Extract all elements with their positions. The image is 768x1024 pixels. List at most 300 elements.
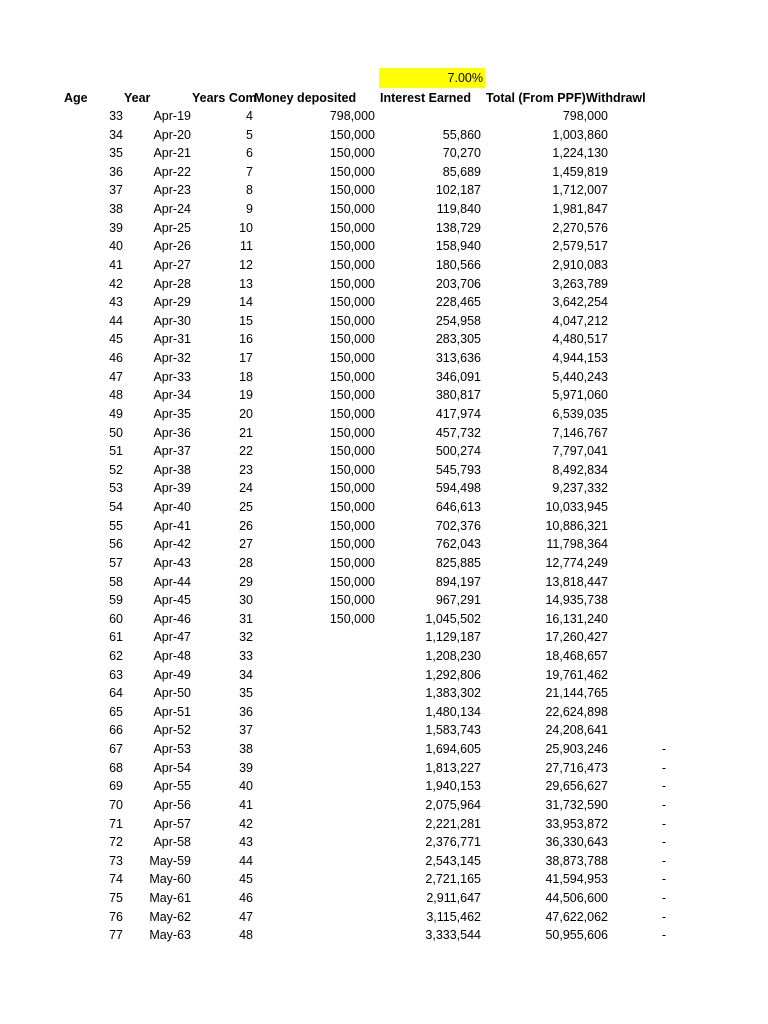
interest-earned-cell[interactable]: 1,694,605 xyxy=(425,742,481,757)
withdrawl-cell[interactable]: - xyxy=(661,742,666,757)
year-cell[interactable]: Apr-41 xyxy=(153,518,191,533)
money-deposited-cell[interactable]: 150,000 xyxy=(329,537,375,552)
interest-earned-cell[interactable]: 138,729 xyxy=(435,220,481,235)
interest-earned-cell[interactable]: 254,958 xyxy=(435,313,481,328)
interest-earned-cell[interactable]: 594,498 xyxy=(435,481,481,496)
year-cell[interactable]: Apr-51 xyxy=(153,704,191,719)
years-completed-cell[interactable]: 19 xyxy=(239,388,253,403)
year-cell[interactable]: May-62 xyxy=(149,909,191,924)
money-deposited-cell[interactable]: 150,000 xyxy=(329,146,375,161)
interest-earned-cell[interactable]: 3,115,462 xyxy=(426,909,481,924)
age-cell[interactable]: 61 xyxy=(109,630,123,645)
years-completed-cell[interactable]: 10 xyxy=(239,220,253,235)
year-cell[interactable]: Apr-24 xyxy=(153,202,191,217)
years-completed-cell[interactable]: 39 xyxy=(239,760,253,775)
interest-earned-cell[interactable]: 158,940 xyxy=(435,239,481,254)
age-cell[interactable]: 69 xyxy=(109,779,123,794)
money-deposited-cell[interactable] xyxy=(253,628,375,647)
interest-earned-cell[interactable]: 500,274 xyxy=(435,444,481,459)
year-cell[interactable]: May-59 xyxy=(149,853,191,868)
year-cell[interactable]: Apr-49 xyxy=(153,667,191,682)
year-cell[interactable]: Apr-39 xyxy=(153,481,191,496)
total-cell[interactable]: 22,624,898 xyxy=(545,704,608,719)
interest-earned-cell[interactable]: 457,732 xyxy=(435,425,481,440)
money-deposited-cell[interactable] xyxy=(253,926,375,945)
year-cell[interactable]: Apr-40 xyxy=(153,500,191,515)
years-completed-cell[interactable]: 9 xyxy=(246,202,253,217)
total-cell[interactable]: 18,468,657 xyxy=(545,648,608,663)
interest-earned-cell[interactable]: 380,817 xyxy=(435,388,481,403)
age-cell[interactable]: 59 xyxy=(109,593,123,608)
interest-rate-cell[interactable] xyxy=(379,68,485,88)
interest-earned-cell[interactable] xyxy=(375,107,481,126)
total-cell[interactable]: 27,716,473 xyxy=(545,760,608,775)
age-cell[interactable]: 41 xyxy=(109,257,123,272)
money-deposited-cell[interactable] xyxy=(253,684,375,703)
year-cell[interactable]: Apr-57 xyxy=(153,816,191,831)
age-cell[interactable]: 49 xyxy=(109,406,123,421)
money-deposited-cell[interactable] xyxy=(253,647,375,666)
total-cell[interactable]: 33,953,872 xyxy=(545,816,608,831)
years-completed-cell[interactable]: 20 xyxy=(239,406,253,421)
year-cell[interactable]: Apr-52 xyxy=(153,723,191,738)
total-cell[interactable]: 10,886,321 xyxy=(545,518,608,533)
year-cell[interactable]: Apr-35 xyxy=(153,406,191,421)
year-cell[interactable]: Apr-45 xyxy=(153,593,191,608)
money-deposited-cell[interactable] xyxy=(253,908,375,927)
age-cell[interactable]: 57 xyxy=(109,555,123,570)
withdrawl-cell[interactable]: - xyxy=(661,835,666,850)
years-completed-cell[interactable]: 21 xyxy=(239,425,253,440)
age-cell[interactable]: 36 xyxy=(109,164,123,179)
money-deposited-cell[interactable]: 150,000 xyxy=(329,388,375,403)
withdrawl-cell[interactable] xyxy=(608,275,666,294)
money-deposited-cell[interactable] xyxy=(253,666,375,685)
year-cell[interactable]: Apr-25 xyxy=(153,220,191,235)
age-cell[interactable]: 39 xyxy=(109,220,123,235)
total-cell[interactable]: 41,594,953 xyxy=(545,872,608,887)
withdrawl-cell[interactable] xyxy=(608,703,666,722)
interest-earned-cell[interactable]: 545,793 xyxy=(435,462,481,477)
withdrawl-cell[interactable] xyxy=(608,293,666,312)
years-completed-cell[interactable]: 17 xyxy=(239,351,253,366)
withdrawl-cell[interactable]: - xyxy=(661,909,666,924)
money-deposited-cell[interactable]: 150,000 xyxy=(329,239,375,254)
age-cell[interactable]: 54 xyxy=(109,500,123,515)
age-cell[interactable]: 56 xyxy=(109,537,123,552)
total-cell[interactable]: 1,003,860 xyxy=(552,127,608,142)
interest-earned-cell[interactable]: 2,911,647 xyxy=(426,891,481,906)
age-cell[interactable]: 43 xyxy=(109,295,123,310)
withdrawl-cell[interactable] xyxy=(608,666,666,685)
interest-earned-cell[interactable]: 313,636 xyxy=(435,351,481,366)
years-completed-cell[interactable]: 23 xyxy=(239,462,253,477)
money-deposited-cell[interactable] xyxy=(253,721,375,740)
interest-earned-cell[interactable]: 102,187 xyxy=(435,183,481,198)
age-cell[interactable]: 55 xyxy=(109,518,123,533)
total-cell[interactable]: 5,440,243 xyxy=(552,369,608,384)
years-completed-cell[interactable]: 6 xyxy=(246,146,253,161)
withdrawl-cell[interactable]: - xyxy=(661,872,666,887)
withdrawl-cell[interactable] xyxy=(608,405,666,424)
year-cell[interactable]: Apr-20 xyxy=(153,127,191,142)
years-completed-cell[interactable]: 12 xyxy=(239,257,253,272)
age-cell[interactable]: 38 xyxy=(109,202,123,217)
year-cell[interactable]: Apr-54 xyxy=(153,760,191,775)
total-cell[interactable]: 19,761,462 xyxy=(545,667,608,682)
total-cell[interactable]: 47,622,062 xyxy=(545,909,608,924)
withdrawl-cell[interactable]: - xyxy=(661,779,666,794)
total-cell[interactable]: 4,944,153 xyxy=(552,351,608,366)
age-cell[interactable]: 63 xyxy=(109,667,123,682)
money-deposited-cell[interactable] xyxy=(253,889,375,908)
interest-earned-cell[interactable]: 1,813,227 xyxy=(425,760,481,775)
age-cell[interactable]: 72 xyxy=(109,835,123,850)
money-deposited-cell[interactable] xyxy=(253,796,375,815)
money-deposited-cell[interactable]: 150,000 xyxy=(329,574,375,589)
money-deposited-cell[interactable]: 150,000 xyxy=(329,593,375,608)
year-cell[interactable]: Apr-47 xyxy=(153,630,191,645)
withdrawl-cell[interactable] xyxy=(608,479,666,498)
money-deposited-cell[interactable] xyxy=(253,815,375,834)
money-deposited-cell[interactable]: 150,000 xyxy=(329,425,375,440)
total-cell[interactable]: 36,330,643 xyxy=(545,835,608,850)
year-cell[interactable]: Apr-48 xyxy=(153,648,191,663)
total-cell[interactable]: 44,506,600 xyxy=(545,891,608,906)
years-completed-cell[interactable]: 44 xyxy=(239,853,253,868)
interest-earned-cell[interactable]: 2,221,281 xyxy=(425,816,481,831)
total-cell[interactable]: 2,910,083 xyxy=(552,257,608,272)
years-completed-cell[interactable]: 24 xyxy=(239,481,253,496)
total-cell[interactable]: 4,480,517 xyxy=(552,332,608,347)
money-deposited-cell[interactable] xyxy=(253,759,375,778)
money-deposited-cell[interactable] xyxy=(253,740,375,759)
year-cell[interactable]: Apr-28 xyxy=(153,276,191,291)
years-completed-cell[interactable]: 36 xyxy=(239,704,253,719)
withdrawl-cell[interactable] xyxy=(608,610,666,629)
years-completed-cell[interactable]: 42 xyxy=(239,816,253,831)
money-deposited-cell[interactable]: 150,000 xyxy=(329,462,375,477)
age-cell[interactable]: 66 xyxy=(109,723,123,738)
age-cell[interactable]: 74 xyxy=(109,872,123,887)
age-cell[interactable]: 51 xyxy=(109,444,123,459)
years-completed-cell[interactable]: 13 xyxy=(239,276,253,291)
age-cell[interactable]: 37 xyxy=(109,183,123,198)
money-deposited-cell[interactable]: 150,000 xyxy=(329,220,375,235)
years-completed-cell[interactable]: 11 xyxy=(240,239,253,254)
years-completed-cell[interactable]: 38 xyxy=(239,742,253,757)
money-deposited-cell[interactable]: 150,000 xyxy=(329,313,375,328)
withdrawl-cell[interactable] xyxy=(608,163,666,182)
total-cell[interactable]: 7,797,041 xyxy=(552,444,608,459)
age-cell[interactable]: 35 xyxy=(109,146,123,161)
interest-earned-cell[interactable]: 2,376,771 xyxy=(425,835,481,850)
total-cell[interactable]: 3,263,789 xyxy=(552,276,608,291)
year-cell[interactable]: May-61 xyxy=(149,891,191,906)
withdrawl-cell[interactable]: - xyxy=(661,760,666,775)
total-cell[interactable]: 16,131,240 xyxy=(545,611,608,626)
age-cell[interactable]: 53 xyxy=(109,481,123,496)
interest-earned-cell[interactable]: 825,885 xyxy=(435,555,481,570)
withdrawl-cell[interactable] xyxy=(608,721,666,740)
age-cell[interactable]: 34 xyxy=(109,127,123,142)
interest-earned-cell[interactable]: 228,465 xyxy=(435,295,481,310)
withdrawl-cell[interactable] xyxy=(608,219,666,238)
interest-earned-cell[interactable]: 2,075,964 xyxy=(425,797,481,812)
year-cell[interactable]: Apr-27 xyxy=(153,257,191,272)
withdrawl-cell[interactable]: - xyxy=(661,891,666,906)
interest-earned-cell[interactable]: 346,091 xyxy=(435,369,481,384)
age-cell[interactable]: 47 xyxy=(109,369,123,384)
total-cell[interactable]: 31,732,590 xyxy=(545,797,608,812)
withdrawl-cell[interactable]: - xyxy=(661,797,666,812)
money-deposited-cell[interactable]: 150,000 xyxy=(329,183,375,198)
years-completed-cell[interactable]: 4 xyxy=(246,109,253,123)
year-cell[interactable]: Apr-42 xyxy=(153,537,191,552)
money-deposited-cell[interactable] xyxy=(253,703,375,722)
year-cell[interactable]: Apr-58 xyxy=(153,835,191,850)
years-completed-cell[interactable]: 32 xyxy=(239,630,253,645)
total-cell[interactable]: 8,492,834 xyxy=(552,462,608,477)
total-cell[interactable]: 2,579,517 xyxy=(552,239,608,254)
age-cell[interactable]: 67 xyxy=(109,742,123,757)
money-deposited-cell[interactable]: 150,000 xyxy=(329,164,375,179)
withdrawl-cell[interactable] xyxy=(608,498,666,517)
total-cell[interactable]: 21,144,765 xyxy=(545,686,608,701)
year-cell[interactable]: Apr-37 xyxy=(153,444,191,459)
interest-earned-cell[interactable]: 85,689 xyxy=(442,164,481,179)
money-deposited-cell[interactable]: 150,000 xyxy=(329,295,375,310)
years-completed-cell[interactable]: 8 xyxy=(246,183,253,198)
year-cell[interactable]: Apr-19 xyxy=(153,109,191,123)
year-cell[interactable]: Apr-34 xyxy=(153,388,191,403)
interest-earned-cell[interactable]: 119,840 xyxy=(436,202,481,217)
total-cell[interactable]: 29,656,627 xyxy=(545,779,608,794)
money-deposited-cell[interactable]: 150,000 xyxy=(329,257,375,272)
years-completed-cell[interactable]: 25 xyxy=(239,500,253,515)
withdrawl-cell[interactable] xyxy=(608,461,666,480)
years-completed-cell[interactable]: 18 xyxy=(239,369,253,384)
year-cell[interactable]: Apr-56 xyxy=(153,797,191,812)
withdrawl-cell[interactable] xyxy=(608,107,666,126)
years-completed-cell[interactable]: 46 xyxy=(239,891,253,906)
year-cell[interactable]: Apr-29 xyxy=(153,295,191,310)
age-cell[interactable]: 33 xyxy=(109,109,123,123)
age-cell[interactable]: 46 xyxy=(109,351,123,366)
years-completed-cell[interactable]: 43 xyxy=(239,835,253,850)
year-cell[interactable]: Apr-44 xyxy=(153,574,191,589)
total-cell[interactable]: 10,033,945 xyxy=(545,500,608,515)
total-cell[interactable]: 2,270,576 xyxy=(552,220,608,235)
interest-earned-cell[interactable]: 283,305 xyxy=(435,332,481,347)
age-cell[interactable]: 64 xyxy=(109,686,123,701)
year-cell[interactable]: Apr-26 xyxy=(153,239,191,254)
withdrawl-cell[interactable] xyxy=(608,517,666,536)
withdrawl-cell[interactable] xyxy=(608,424,666,443)
total-cell[interactable]: 11,798,364 xyxy=(546,537,608,552)
withdrawl-cell[interactable] xyxy=(608,256,666,275)
money-deposited-cell[interactable]: 150,000 xyxy=(329,332,375,347)
years-completed-cell[interactable]: 30 xyxy=(239,593,253,608)
money-deposited-cell[interactable] xyxy=(253,777,375,796)
year-cell[interactable]: Apr-22 xyxy=(153,164,191,179)
withdrawl-cell[interactable] xyxy=(608,349,666,368)
age-cell[interactable]: 77 xyxy=(109,928,123,943)
total-cell[interactable]: 13,818,447 xyxy=(545,574,608,589)
money-deposited-cell[interactable]: 150,000 xyxy=(329,555,375,570)
year-cell[interactable]: Apr-31 xyxy=(153,332,191,347)
money-deposited-cell[interactable]: 150,000 xyxy=(329,127,375,142)
year-cell[interactable]: Apr-38 xyxy=(153,462,191,477)
interest-earned-cell[interactable]: 2,543,145 xyxy=(425,853,481,868)
total-cell[interactable]: 7,146,767 xyxy=(552,425,608,440)
years-completed-cell[interactable]: 22 xyxy=(239,444,253,459)
year-cell[interactable]: Apr-46 xyxy=(153,611,191,626)
interest-earned-cell[interactable]: 180,566 xyxy=(435,257,481,272)
withdrawl-cell[interactable] xyxy=(608,554,666,573)
years-completed-cell[interactable]: 35 xyxy=(239,686,253,701)
age-cell[interactable]: 52 xyxy=(109,462,123,477)
withdrawl-cell[interactable] xyxy=(608,591,666,610)
total-cell[interactable]: 6,539,035 xyxy=(552,406,608,421)
money-deposited-cell[interactable]: 150,000 xyxy=(329,406,375,421)
interest-earned-cell[interactable]: 417,974 xyxy=(435,406,481,421)
total-cell[interactable]: 1,224,130 xyxy=(552,146,608,161)
age-cell[interactable]: 60 xyxy=(109,611,123,626)
years-completed-cell[interactable]: 26 xyxy=(239,518,253,533)
money-deposited-cell[interactable]: 150,000 xyxy=(329,611,375,626)
interest-earned-cell[interactable]: 203,706 xyxy=(435,276,481,291)
years-completed-cell[interactable]: 14 xyxy=(239,295,253,310)
withdrawl-cell[interactable] xyxy=(608,573,666,592)
money-deposited-cell[interactable]: 150,000 xyxy=(329,351,375,366)
withdrawl-cell[interactable] xyxy=(608,126,666,145)
withdrawl-cell[interactable] xyxy=(608,647,666,666)
age-cell[interactable]: 50 xyxy=(109,425,123,440)
total-cell[interactable]: 17,260,427 xyxy=(545,630,608,645)
withdrawl-cell[interactable] xyxy=(608,628,666,647)
age-cell[interactable]: 62 xyxy=(109,648,123,663)
age-cell[interactable]: 75 xyxy=(109,891,123,906)
age-cell[interactable]: 70 xyxy=(109,797,123,812)
age-cell[interactable]: 44 xyxy=(109,313,123,328)
years-completed-cell[interactable]: 15 xyxy=(239,313,253,328)
years-completed-cell[interactable]: 5 xyxy=(246,127,253,142)
years-completed-cell[interactable]: 33 xyxy=(239,648,253,663)
withdrawl-cell[interactable] xyxy=(608,181,666,200)
interest-earned-cell[interactable]: 70,270 xyxy=(442,146,481,161)
interest-earned-cell[interactable]: 1,480,134 xyxy=(425,704,481,719)
money-deposited-cell[interactable]: 798,000 xyxy=(329,109,375,123)
year-cell[interactable]: Apr-30 xyxy=(153,313,191,328)
age-cell[interactable]: 71 xyxy=(109,816,123,831)
interest-earned-cell[interactable]: 2,721,165 xyxy=(425,872,481,887)
withdrawl-cell[interactable]: - xyxy=(661,816,666,831)
total-cell[interactable]: 25,903,246 xyxy=(545,742,608,757)
year-cell[interactable]: Apr-21 xyxy=(153,146,191,161)
interest-earned-cell[interactable]: 1,583,743 xyxy=(425,723,481,738)
money-deposited-cell[interactable]: 150,000 xyxy=(329,202,375,217)
withdrawl-cell[interactable] xyxy=(608,535,666,554)
money-deposited-cell[interactable] xyxy=(253,833,375,852)
money-deposited-cell[interactable]: 150,000 xyxy=(329,518,375,533)
age-cell[interactable]: 68 xyxy=(109,760,123,775)
year-cell[interactable]: Apr-43 xyxy=(153,555,191,570)
interest-earned-cell[interactable]: 1,208,230 xyxy=(425,648,481,663)
interest-earned-cell[interactable]: 3,333,544 xyxy=(425,928,481,943)
year-cell[interactable]: Apr-23 xyxy=(153,183,191,198)
total-cell[interactable]: 14,935,738 xyxy=(545,593,608,608)
withdrawl-cell[interactable] xyxy=(608,684,666,703)
interest-earned-cell[interactable]: 702,376 xyxy=(435,518,481,533)
year-cell[interactable]: May-60 xyxy=(149,872,191,887)
total-cell[interactable]: 12,774,249 xyxy=(545,555,608,570)
years-completed-cell[interactable]: 41 xyxy=(239,797,253,812)
total-cell[interactable]: 50,955,606 xyxy=(545,928,608,943)
money-deposited-cell[interactable]: 150,000 xyxy=(329,276,375,291)
total-cell[interactable]: 4,047,212 xyxy=(552,313,608,328)
money-deposited-cell[interactable]: 150,000 xyxy=(329,444,375,459)
withdrawl-cell[interactable] xyxy=(608,200,666,219)
years-completed-cell[interactable]: 28 xyxy=(239,555,253,570)
year-cell[interactable]: Apr-33 xyxy=(153,369,191,384)
money-deposited-cell[interactable]: 150,000 xyxy=(329,369,375,384)
money-deposited-cell[interactable] xyxy=(253,870,375,889)
total-cell[interactable]: 5,971,060 xyxy=(552,388,608,403)
total-cell[interactable]: 3,642,254 xyxy=(552,295,608,310)
age-cell[interactable]: 65 xyxy=(109,704,123,719)
age-cell[interactable]: 42 xyxy=(109,276,123,291)
age-cell[interactable]: 58 xyxy=(109,574,123,589)
money-deposited-cell[interactable]: 150,000 xyxy=(329,500,375,515)
total-cell[interactable]: 1,459,819 xyxy=(552,164,608,179)
age-cell[interactable]: 76 xyxy=(109,909,123,924)
withdrawl-cell[interactable] xyxy=(608,144,666,163)
year-cell[interactable]: Apr-32 xyxy=(153,351,191,366)
year-cell[interactable]: Apr-50 xyxy=(153,686,191,701)
withdrawl-cell[interactable] xyxy=(608,442,666,461)
years-completed-cell[interactable]: 29 xyxy=(239,574,253,589)
interest-earned-cell[interactable]: 894,197 xyxy=(435,574,481,589)
years-completed-cell[interactable]: 31 xyxy=(239,611,253,626)
age-cell[interactable]: 40 xyxy=(109,239,123,254)
year-cell[interactable]: Apr-36 xyxy=(153,425,191,440)
withdrawl-cell[interactable] xyxy=(608,237,666,256)
years-completed-cell[interactable]: 40 xyxy=(239,779,253,794)
interest-earned-cell[interactable]: 967,291 xyxy=(435,593,481,608)
money-deposited-cell[interactable]: 150,000 xyxy=(329,481,375,496)
interest-earned-cell[interactable]: 646,613 xyxy=(435,500,481,515)
age-cell[interactable]: 45 xyxy=(109,332,123,347)
total-cell[interactable]: 38,873,788 xyxy=(545,853,608,868)
years-completed-cell[interactable]: 45 xyxy=(239,872,253,887)
interest-earned-cell[interactable]: 1,940,153 xyxy=(425,779,481,794)
year-cell[interactable]: Apr-55 xyxy=(153,779,191,794)
total-cell[interactable]: 798,000 xyxy=(562,109,608,123)
years-completed-cell[interactable]: 47 xyxy=(239,909,253,924)
withdrawl-cell[interactable] xyxy=(608,386,666,405)
year-cell[interactable]: May-63 xyxy=(149,928,191,943)
interest-earned-cell[interactable]: 1,292,806 xyxy=(425,667,481,682)
total-cell[interactable]: 24,208,641 xyxy=(545,723,608,738)
total-cell[interactable]: 9,237,332 xyxy=(552,481,608,496)
total-cell[interactable]: 1,712,007 xyxy=(552,183,608,198)
year-cell[interactable]: Apr-53 xyxy=(153,742,191,757)
withdrawl-cell[interactable] xyxy=(608,368,666,387)
interest-earned-cell[interactable]: 1,383,302 xyxy=(425,686,481,701)
years-completed-cell[interactable]: 37 xyxy=(239,723,253,738)
years-completed-cell[interactable]: 7 xyxy=(246,164,253,179)
